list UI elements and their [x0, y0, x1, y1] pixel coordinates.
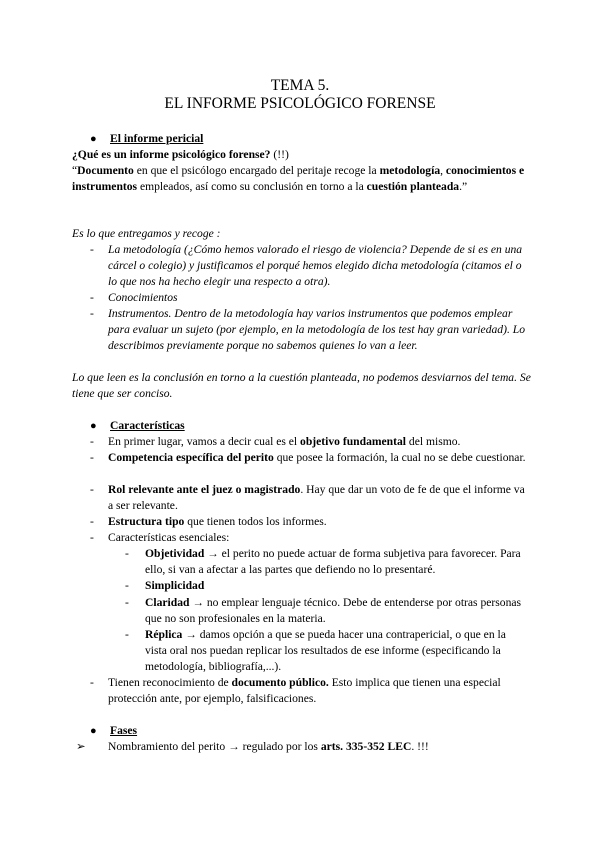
- sub-item-bold: Objetividad: [145, 547, 205, 560]
- dash-marker: -: [125, 579, 129, 592]
- dash-marker: -: [125, 596, 129, 609]
- dash-marker: -: [90, 515, 94, 528]
- quote-bold-metodologia: metodología: [379, 164, 441, 177]
- bullet-icon: ●: [90, 133, 97, 145]
- dash-marker: -: [90, 435, 94, 448]
- dash-marker: -: [90, 243, 94, 256]
- dash-marker: -: [125, 628, 129, 641]
- question-line: [72, 147, 532, 163]
- item-text-pre: Nombramiento del perito → regulado por los: [108, 740, 321, 753]
- section-heading-text: El informe pericial: [110, 132, 204, 145]
- quote-text-1: en que el psicólogo encargado del peritaje recoge la: [133, 164, 380, 177]
- dash-marker: -: [125, 547, 129, 560]
- item-text-post: del mismo.: [406, 435, 461, 448]
- quote-text-3: empleados, así como su conclusión en torno a la: [137, 180, 367, 193]
- quote-bold-conocimientos: conocimientos e instrumentos: [72, 164, 525, 193]
- question-rest: (!!): [270, 148, 289, 161]
- question-bold: ¿Qué es un informe psicológico forense?: [72, 148, 271, 161]
- definition-quote: [72, 163, 532, 195]
- item-text-bold: objetivo fundamental: [300, 435, 407, 448]
- sub-item-bold: Claridad: [145, 596, 190, 609]
- dash-marker: -: [90, 307, 94, 320]
- quote-text-2: ,: [440, 164, 446, 177]
- item-text-bold: Rol relevante ante el juez o magistrado: [108, 483, 301, 496]
- closing-paragraph: Lo que leen es la conclusión en torno a la cuestión planteada, no podemos desviarnos del tema. Se tiene que ser conciso.: [72, 371, 531, 400]
- dash-marker: -: [90, 676, 94, 689]
- item-text-bold: arts. 335-352 LEC: [320, 740, 412, 753]
- list-item-text: La metodología (¿Cómo hemos valorado el riesgo de violencia? Depende de si es en una cárcel o colegio) y justificamos el porqué hemos elegido dicha metodología (citamos el o lo que nos ha hecho elegir una respecto a otra).: [108, 243, 523, 288]
- list-item-text: Conocimientos: [108, 291, 178, 304]
- sub-item-bold: Simplicidad: [145, 579, 205, 592]
- quote-open: “: [72, 164, 78, 177]
- doc-title-line1: TEMA 5.: [270, 77, 330, 94]
- dash-marker: -: [90, 451, 94, 464]
- dash-marker: -: [90, 531, 94, 544]
- bullet-icon: ●: [90, 420, 97, 432]
- item-text-bold: documento público.: [231, 676, 329, 689]
- item-text-pre: En primer lugar, vamos a decir cual es el: [108, 435, 301, 448]
- item-text-post: . !!!: [411, 740, 429, 753]
- item-text-pre: Características esenciales:: [108, 531, 230, 544]
- bullet-icon: ●: [90, 725, 97, 737]
- item-text-post: Esto implica que tienen una especial protección ante, por ejemplo, falsificaciones.: [108, 676, 501, 705]
- sub-item-text: → el perito no puede actuar de forma subjetiva para favorecer. Para ello, si van a afectar a las partes que defiendo no lo presentaré.: [145, 547, 521, 576]
- sub-item-text: → no emplear lenguaje técnico. Debe de entenderse por otras personas que no son profesionales en la materia.: [145, 596, 522, 625]
- quote-bold-cuestion: cuestión planteada: [366, 180, 460, 193]
- item-text-bold: Estructura tipo: [108, 515, 185, 528]
- section-heading-text: Fases: [110, 724, 138, 737]
- sub-item-bold: Réplica: [145, 628, 183, 641]
- arrow-bullet-icon: ➢: [76, 740, 86, 753]
- dash-marker: -: [90, 483, 94, 496]
- item-text-post: que posee la formación, la cual no se debe cuestionar.: [273, 451, 526, 464]
- list-item-text: Instrumentos. Dentro de la metodología hay varios instrumentos que podemos emplear para evaluar un sujeto (por ejemplo, en la metodología de los test hay gran variedad). Lo describimos previamente porque no sabemos quienes lo van a leer.: [108, 307, 526, 352]
- sub-item-text: → damos opción a que se pueda hacer una contrapericial, o que en la vista oral nos puedan replicar los resultados de ese informe (especificando la metodología, bibliografía,...).: [145, 628, 506, 673]
- doc-title-line2: EL INFORME PSICOLÓGICO FORENSE: [164, 95, 436, 112]
- item-text-pre: Tienen reconocimiento de: [108, 676, 232, 689]
- item-text-bold: Competencia específica del perito: [108, 451, 274, 464]
- dash-marker: -: [90, 291, 94, 304]
- section-heading-text: Características: [110, 419, 185, 432]
- item-text-post: que tienen todos los informes.: [184, 515, 327, 528]
- item-text-post: . Hay que dar un voto de fe de que el informe va a ser relevante.: [108, 483, 525, 512]
- intro-line: Es lo que entregamos y recoge :: [72, 227, 221, 240]
- quote-close: .”: [459, 180, 468, 193]
- quote-bold-documento: Documento: [77, 164, 134, 177]
